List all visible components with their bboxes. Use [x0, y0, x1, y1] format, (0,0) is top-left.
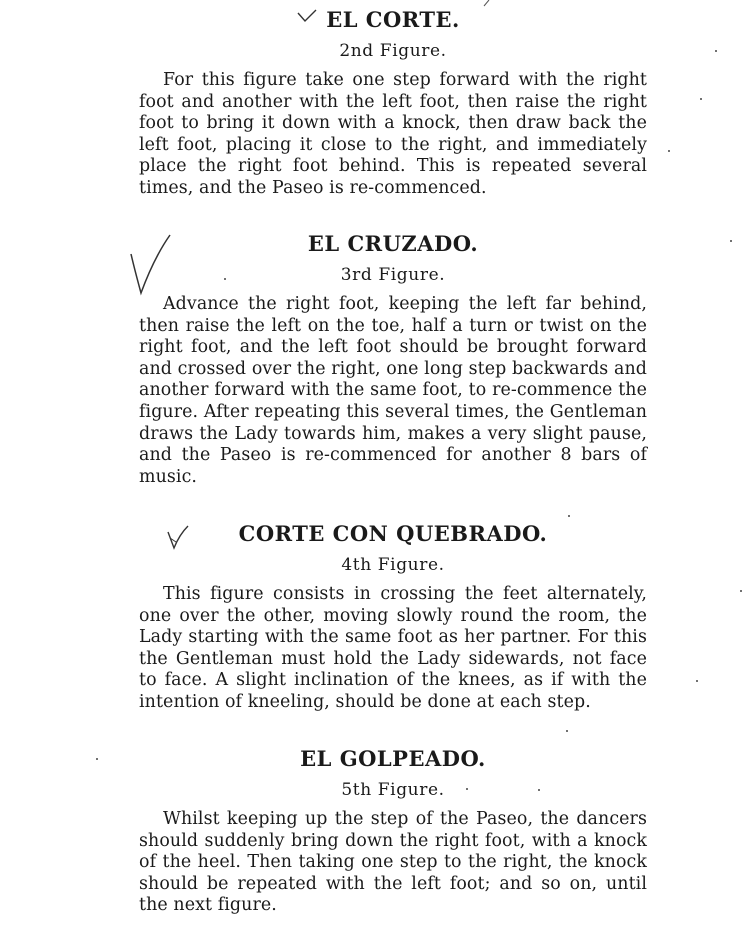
paper-speck	[96, 758, 98, 760]
section-title: EL GOLPEADO.	[300, 746, 486, 771]
section-body: For this figure take one step forward with the right foot and another with the left foot, then raise the right foot to bring it down with a knock, then draw back the left foot, placing it close to the right, and immediately place the right foot behind. This is repeated several times, and the Paseo is re-commenced.	[139, 70, 647, 198]
paper-speck	[568, 515, 570, 517]
section-body: Whilst keeping up the step of the Paseo, the dancers should suddenly bring down the right foot, with a knock of the heel. Then taking one step to the right, the knock should be repeated with the left foot; and so on, until the next figure.	[139, 809, 647, 916]
figure-number: 4th Figure.	[341, 555, 445, 575]
figure-section	[139, 522, 647, 731]
figure-number: 3rd Figure.	[340, 265, 446, 285]
section-title: CORTE CON QUEBRADO.	[238, 521, 548, 546]
paper-speck	[740, 590, 742, 592]
figure-number: 5th Figure.	[341, 780, 445, 800]
section-body: This figure consists in crossing the feet alternately, one over the other, moving slowly round the room, the Lady starting with the same foot as her partner. For this the Gentleman must hold the Lady sidewards, not face to face. A slight inclination of the knees, as if with the intention of kneeling, should be done at each step.	[139, 584, 647, 712]
figure-section	[139, 8, 647, 217]
section-title: EL CORTE.	[326, 7, 460, 32]
pencil-mark-icon	[480, 0, 492, 8]
paper-speck	[696, 680, 698, 682]
section-title: EL CRUZADO.	[307, 231, 479, 256]
section-body: Advance the right foot, keeping the left far behind, then raise the left on the toe, half a turn or twist on the right foot, and the left foot should be brought forward and crossed over the right, one long step backwards and another forward with the same foot, to re-commence the figure. After repeating this several times, the Gentleman draws the Lady towards him, makes a very slight pause, and the Paseo is re-commenced for another 8 bars of music.	[139, 294, 647, 487]
paper-speck	[668, 150, 670, 152]
paper-speck	[715, 50, 717, 52]
paper-speck	[730, 240, 732, 242]
figure-section	[139, 232, 647, 506]
paper-speck	[700, 98, 702, 100]
figure-number: 2nd Figure.	[339, 41, 447, 61]
figure-section	[139, 747, 647, 934]
